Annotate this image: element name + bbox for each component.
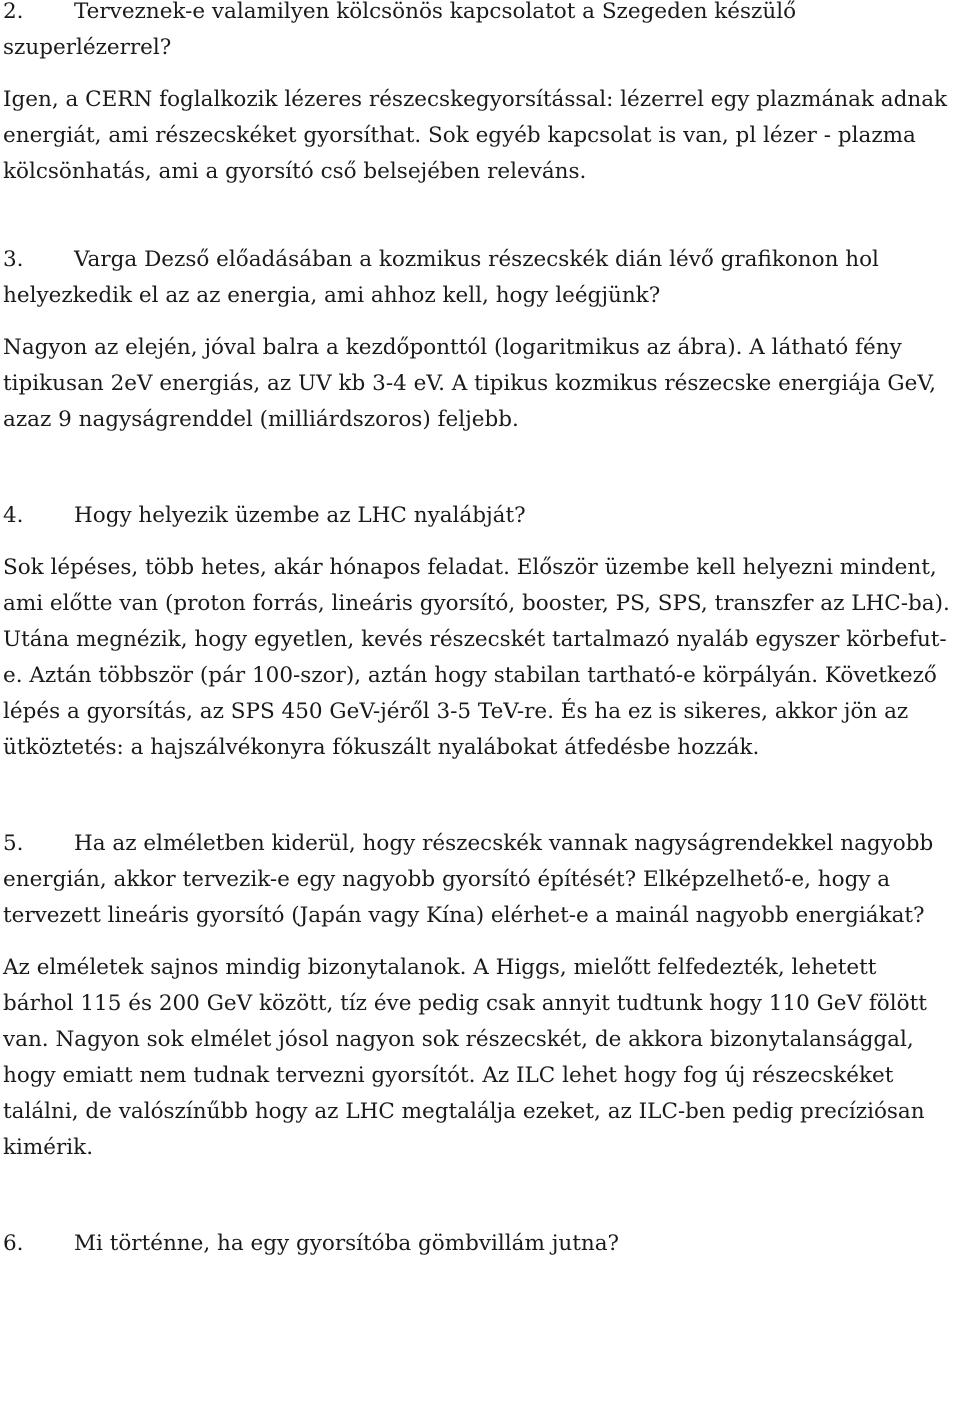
question-number: 4. — [3, 503, 24, 528]
question-4 — [3, 498, 953, 534]
question-3 — [3, 242, 953, 314]
question-6 — [3, 1226, 953, 1262]
answer-3: Nagyon az elején, jóval balra a kezdőponttól (logaritmikus az ábra). A látható fény tipikusan 2eV energiás, az UV kb 3-4 eV. A tipikus kozmikus részecske energiája GeV, azaz 9 nagyságrenddel (milliárdszoros) feljebb. — [3, 335, 936, 432]
answer-5: Az elméletek sajnos mindig bizonytalanok. A Higgs, mielőtt felfedezték, lehetett bárhol 115 és 200 GeV között, tíz éve pedig csak annyit tudtunk hogy 110 GeV fölött van. Nagyon sok elmélet jósol nagyon sok részecskét, de akkora bizonytalansággal, hogy emiatt nem tudnak tervezni gyorsítót. Az ILC lehet hogy fog új részecskéket találni, de valószínűbb hogy az LHC megtalálja ezeket, az ILC-ben pedig precíziósan kimérik. — [3, 955, 927, 1160]
question-text: Hogy helyezik üzembe az LHC nyalábját? — [74, 503, 526, 528]
question-5 — [3, 826, 953, 934]
question-text: Varga Dezső előadásában a kozmikus részecskék dián lévő grafikonon hol helyezkedik el az az energia, ami ahhoz kell, hogy leégjünk? — [3, 247, 879, 308]
question-text: Ha az elméletben kiderül, hogy részecskék vannak nagyságrendekkel nagyobb energián, akkor tervezik-e egy nagyobb gyorsító építését? Elképzelhető-e, hogy a tervezett lineáris gyorsító (Japán vagy Kína) elérhet-e a mainál nagyobb energiákat? — [3, 831, 934, 928]
question-number: 6. — [3, 1231, 24, 1256]
answer-4: Sok lépéses, több hetes, akár hónapos feladat. Először üzembe kell helyezni mindent, ami előtte van (proton forrás, lineáris gyorsító, booster, PS, SPS, transzfer az LHC-ba). Utána megnézik, hogy egyetlen, kevés részecskét tartalmazó nyaláb egyszer körbefut-e. Aztán többször (pár 100-szor), aztán hogy stabilan tartható-e körpályán. Következő lépés a gyorsítás, az SPS 450 GeV-jéről 3-5 TeV-re. És ha ez is sikeres, akkor jön az ütköztetés: a hajszálvékonyra fókuszált nyalábokat átfedésbe hozzák. — [3, 555, 950, 760]
answer-2: Igen, a CERN foglalkozik lézeres részecskegyorsítással: lézerrel egy plazmának adnak energiát, ami részecskéket gyorsíthat. Sok egyéb kapcsolat is van, pl lézer - plazma kölcsönhatás, ami a gyorsító cső belsejében releváns. — [3, 87, 948, 184]
question-text: Mi történne, ha egy gyorsítóba gömbvillám jutna? — [74, 1231, 620, 1256]
question-number: 3. — [3, 247, 24, 272]
question-2 — [3, 0, 953, 66]
document-page — [3, 0, 953, 1262]
question-number: 5. — [3, 831, 24, 856]
question-text: Terveznek-e valamilyen kölcsönös kapcsolatot a Szegeden készülő szuperlézerrel? — [3, 0, 797, 60]
question-number: 2. — [3, 0, 24, 24]
